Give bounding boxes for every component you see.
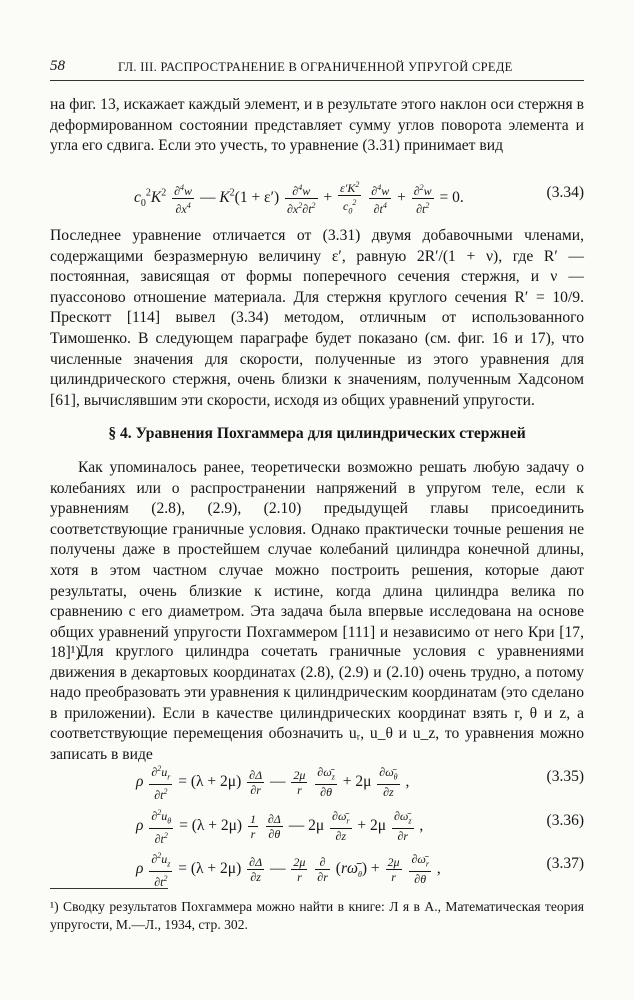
section-title: § 4. Уравнения Похгаммера для цилиндрических стержней <box>108 425 526 442</box>
equation-number: (3.34) <box>546 184 584 201</box>
footnote-rule <box>50 888 168 889</box>
equation-number: (3.36) <box>546 812 584 829</box>
equation-3-36 <box>50 800 584 847</box>
equation-3-34-formula: $c_0^2K^2$ $\frac{\partial^4w}{\partial x^4}$ — $K^2(1 + \varepsilon')$ $\frac{\partial^4w}{\partial x^2\partial t^2}$ + $\frac{\varepsilon'K^2}{c_0^2}$ $\frac{\partial^4w}{\partial t^4}$ + $\frac{\partial^2w}{\partial t^2}$ = 0. <box>134 180 464 216</box>
equation-3-35-formula: ρ $\frac{\partial^2u_r}{\partial t^2}$ = (λ + 2μ) $\frac{\partial\Delta}{\partial r}$ — $\frac{2\mu}{r}$ $\frac{\partial\omegā_z}{\partial\theta}$ + 2μ $\frac{\partial\omegā_\theta}{\partial z}$ , <box>136 764 410 803</box>
equation-3-37-formula: ρ $\frac{\partial^2u_z}{\partial t^2}$ = (λ + 2μ) $\frac{\partial\Delta}{\partial z}$ — $\frac{2\mu}{r}$ $\frac{\partial}{\partial r}$ $(r\omegā_\theta)$ + $\frac{2\mu}{r}$ $\frac{\partial\omegā_r}{\partial\theta}$ , <box>136 851 441 890</box>
equation-number: (3.37) <box>546 855 584 872</box>
paragraph-3: Как упоминалось ранее, теоретически возможно решать любую задачу о колебаниях или о распространении напряжений в упругом теле, если к уравнениям (2.8), (2.9), (2.10) предыдущей главы присоединить соответствующие граничные условия. Однако практически точные решения не получены даже в простейшем случае колебаний цилиндра конечной длины, хотя в этом частном случае можно построить решения, которые дают результаты, очень близкие к истине, когда длина цилиндра велика по сравнению с его диаметром. Эта задача была впервые исследована на основе общих уравнений упругости Похгаммером [111] и независимо от него Кри [17, 18]¹). <box>50 459 584 662</box>
header-rule <box>50 80 584 81</box>
footnote: ¹) Сводку результатов Похгаммера можно найти в книге: Л я в А., Математическая теория упругости, М.—Л., 1934, стр. 302. <box>50 899 584 932</box>
equation-3-35 <box>50 756 584 803</box>
equation-3-34 <box>50 172 584 216</box>
paragraph-1: на фиг. 13, искажает каждый элемент, и в результате этого наклон оси стержня в деформированном состоянии представляет сумму углов поворота элемента и угла его сдвига. Если это учесть, то уравнение (3.31) принимает вид <box>50 96 584 155</box>
equation-3-36-formula: ρ $\frac{\partial^2u_\theta}{\partial t^2}$ = (λ + 2μ) $\frac{1}{r}$ $\frac{\partial\Delta}{\partial\theta}$ — 2μ $\frac{\partial\omegā_r}{\partial z}$ + 2μ $\frac{\partial\omegā_z}{\partial r}$ , <box>136 808 424 847</box>
page-number: 58 <box>50 58 65 74</box>
page-header <box>50 58 584 78</box>
running-head: ГЛ. III. РАСПРОСТРАНЕНИЕ В ОГРАНИЧЕННОЙ УПРУГОЙ СРЕДЕ <box>118 60 513 74</box>
equation-number: (3.35) <box>546 768 584 785</box>
paragraph-2: Последнее уравнение отличается от (3.31) двумя добавочными членами, содержащими безразмерную величину ε′, равную 2R′/(1 + ν), где R′ — постоянная, зависящая от формы поперечного сечения стержня, и ν — пуассоново отношение материала. Для стержня круглого сечения R′ = 10/9. Прескотт [114] вывел (3.34) методом, отличным от использованного Тимошенко. В следующем параграфе будет показано (см. фиг. 16 и 17), что численные значения для скорости, полученные из этого уравнения для цилиндрического стержня, очень близки к значениям, полученным Хадсоном [61], вычислявшим эти скорости, исходя из общих уравнений упругости. <box>50 227 584 409</box>
equation-3-37 <box>50 843 584 890</box>
paragraph-4: Для круглого цилиндра сочетать граничные условия с уравнениями движения в декартовых координатах (2.8), (2.9) и (2.10) очень трудно, а потому надо преобразовать эти уравнения к цилиндрическим координатам (это сделано в приложении). Если в качестве цилиндрических координат взять r, θ и z, а соответствующие перемещения обозначить uᵣ, u_θ и u_z, то уравнения можно записать в виде <box>50 643 584 763</box>
